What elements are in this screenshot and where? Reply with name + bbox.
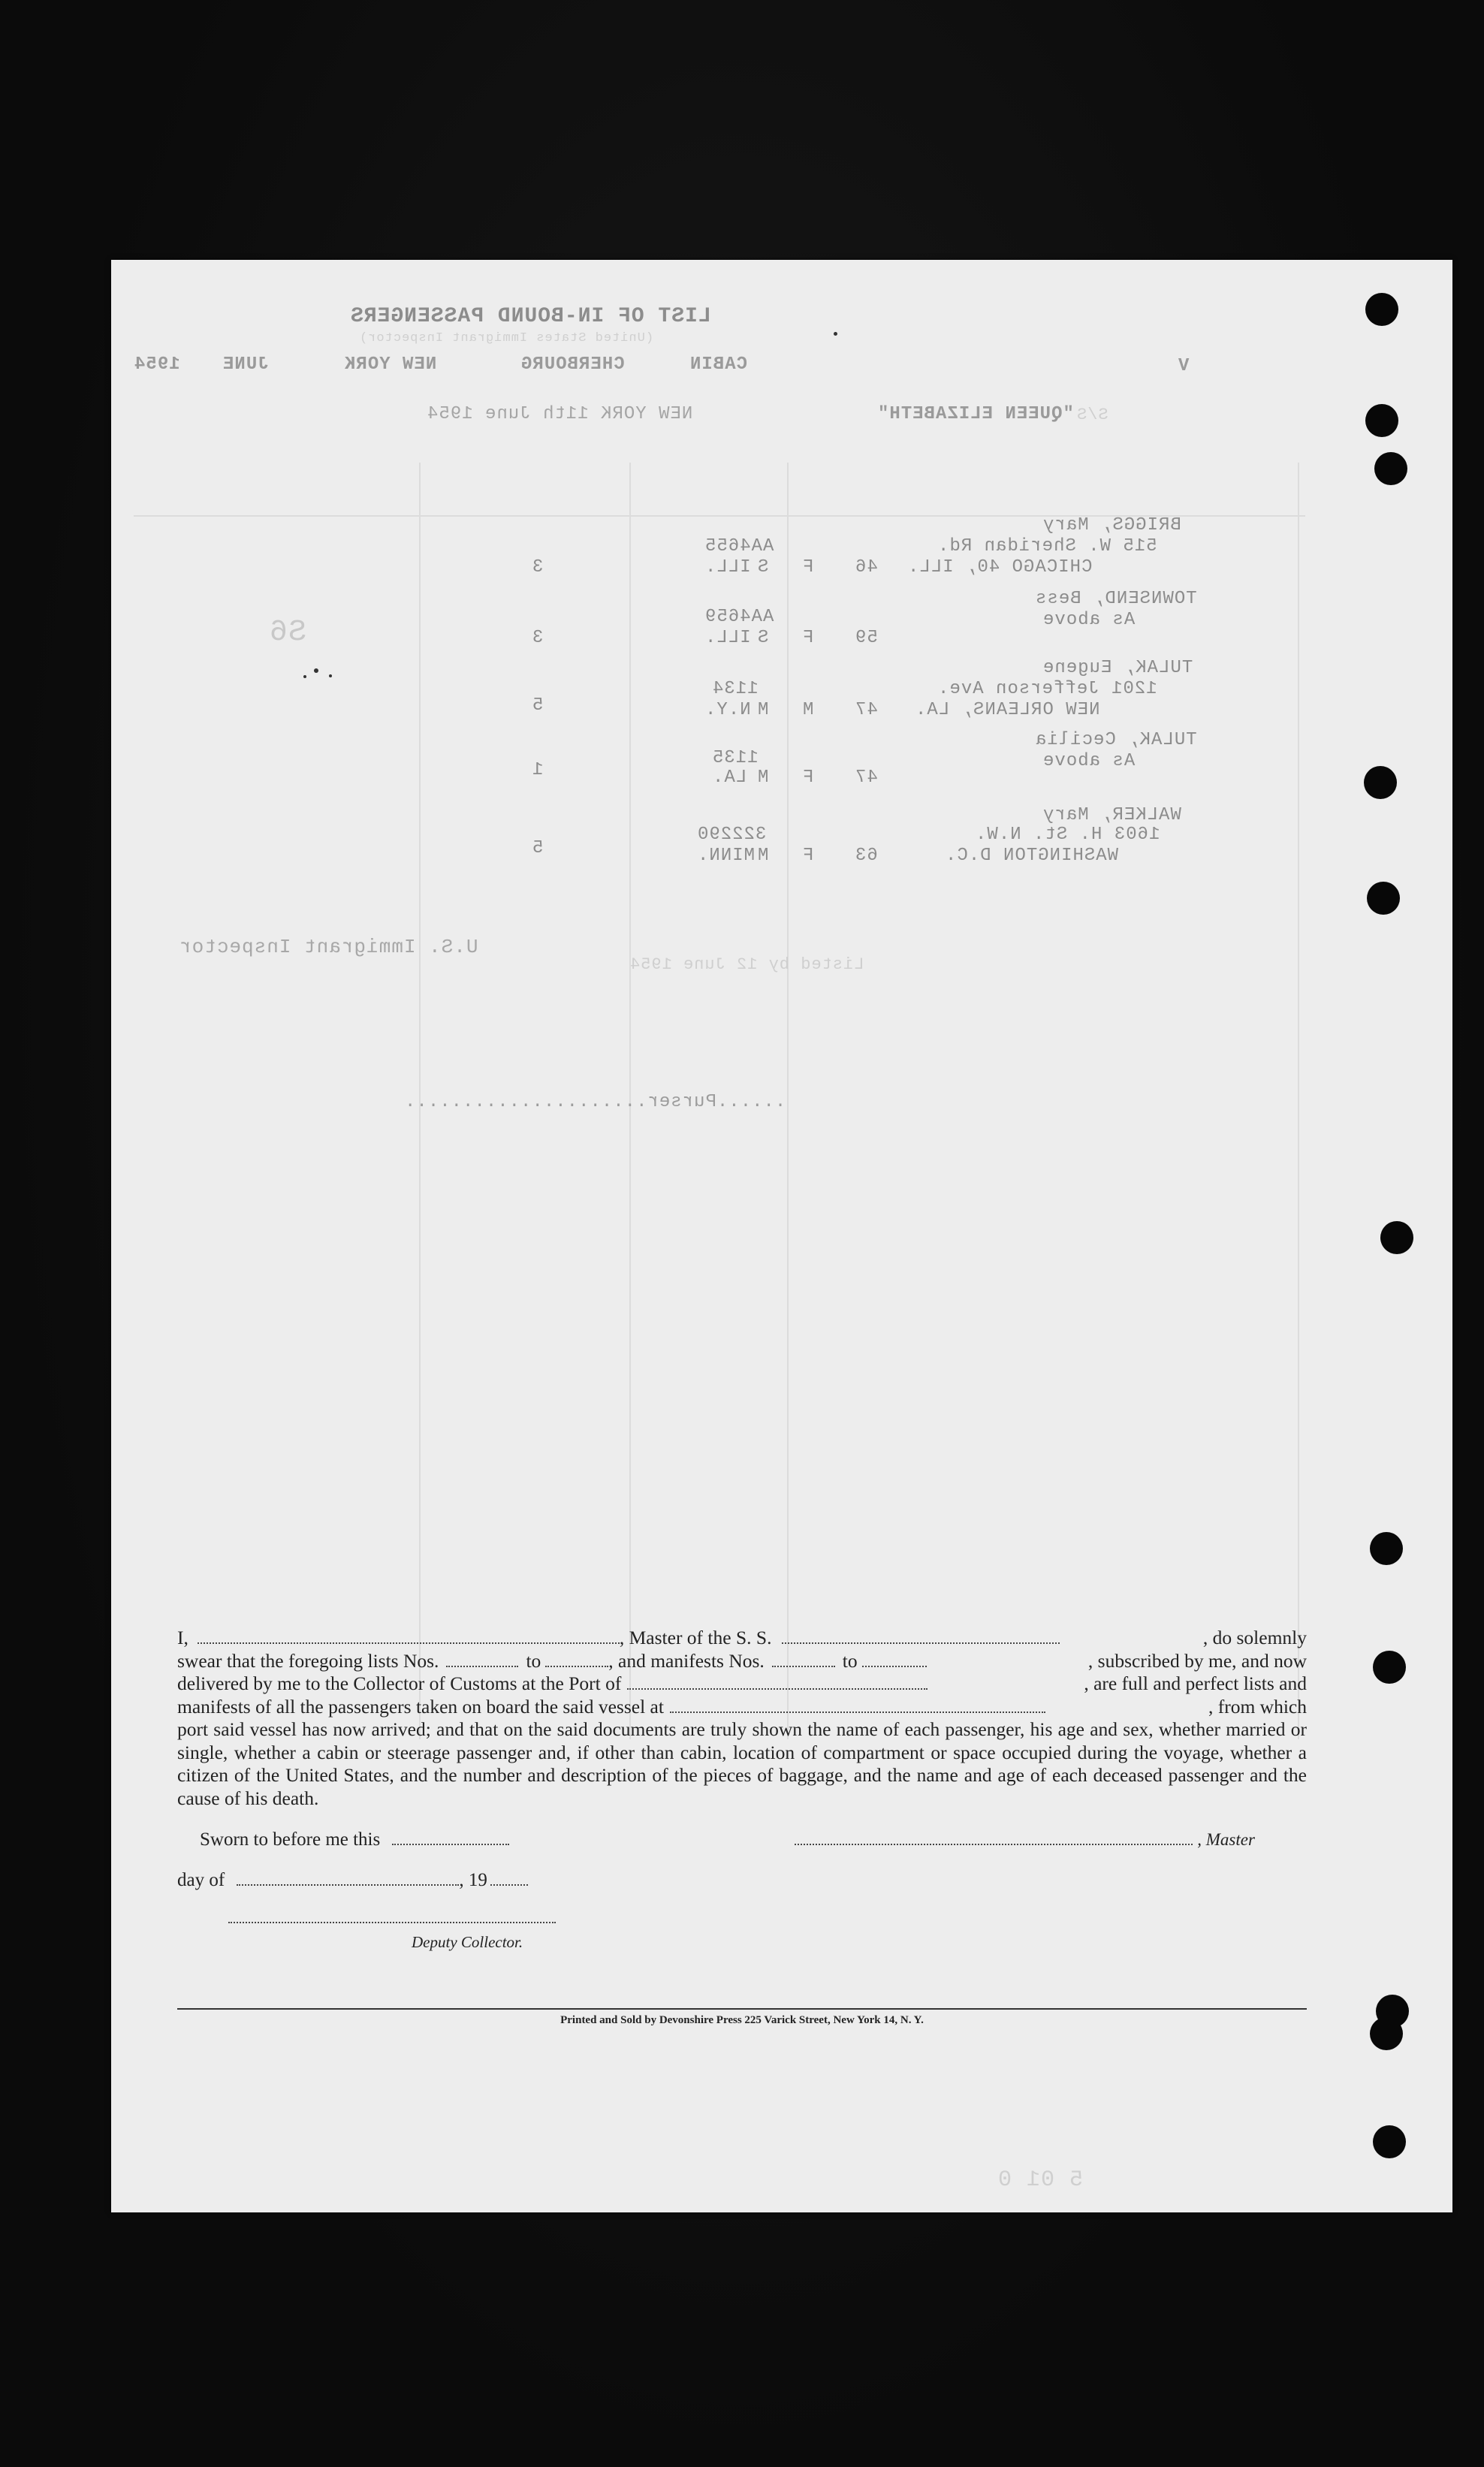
bleed-header-sub: (United States Immigrant Inspector) (359, 331, 654, 345)
bleed-row-name: TULAK, Cecilia (1035, 730, 1197, 750)
bleed-arrival: NEW YORK 11th June 1954 (427, 404, 693, 424)
master-signature-blank (795, 1843, 1193, 1845)
bleed-class: CABIN (689, 354, 748, 375)
bleed-column-rule (787, 463, 789, 1739)
oath-line-3 (177, 1672, 1307, 1696)
bleed-row-sex: F (802, 846, 814, 866)
oath-lists-nos: swear that the foregoing lists Nos. (177, 1649, 439, 1672)
oath-to-2: to (842, 1649, 858, 1672)
oath-from-which: , from which (1208, 1695, 1307, 1718)
bleed-row-num: 5 (532, 838, 544, 858)
sworn-label: Sworn to before me this (200, 1829, 381, 1850)
bleed-row-ms: M (757, 846, 769, 866)
bleed-row-state: ILL. (704, 557, 751, 578)
bleed-row-state: LA. (712, 768, 747, 788)
bleed-row-name: BRIGGS, Mary (1042, 515, 1181, 535)
punch-hole (1374, 452, 1407, 485)
oath-line-1 (177, 1627, 1307, 1650)
oath-taken-on-board: manifests of all the passengers taken on board the said vessel at (177, 1695, 664, 1718)
bleed-row-state: N.Y. (704, 700, 751, 720)
printer-imprint: Printed and Sold by Devonshire Press 225 Varick Street, New York 14, N. Y. (560, 2014, 924, 2026)
ink-speck (303, 675, 306, 678)
embark-port-blank (670, 1711, 1045, 1713)
oath-line-2 (177, 1650, 1307, 1673)
oath-subscribed: , subscribed by me, and now (1087, 1649, 1307, 1672)
bleed-page-no: V (1178, 356, 1190, 376)
punch-hole (1373, 1651, 1406, 1684)
bleed-row-ref: AA4659 (704, 607, 774, 627)
bleed-listed-by: Listed by 12 June 1954 (629, 955, 864, 974)
list-to-blank (545, 1665, 608, 1667)
ink-speck (834, 332, 837, 336)
bleed-vessel-prefix: S/S (1076, 406, 1108, 424)
deputy-signature-blank (228, 1921, 556, 1923)
list-from-blank (446, 1665, 518, 1667)
punch-hole (1365, 293, 1398, 326)
bleed-vessel: "QUEEN ELIZABETH" (877, 404, 1074, 424)
bleed-row-addr2: CHICAGO 40, ILL. (907, 557, 1093, 578)
bleed-row-sex: M (802, 700, 814, 720)
oath-body: port said vessel has now arrived; and that on the said documents are truly shown the name of each passenger, his age and sex, whether married or single, whether a cabin or steerage passenger and, if other than cabin, location of compartment or space occupied during the voyage, whether a citizen of the United States, and the number and description of the pieces of baggage, and the name and age of each deceased passenger and the cause of his death. (177, 1718, 1307, 1809)
deputy-signature-row (228, 1908, 556, 1929)
bleed-row-age: 46 (855, 557, 878, 578)
bleed-row-ms: M (757, 768, 769, 788)
bleed-port-b: NEW YORK (344, 354, 437, 375)
bleed-row-num: 3 (532, 557, 544, 578)
punch-hole (1380, 1221, 1413, 1254)
bleed-row-addr2: WASHINGTON D.C. (945, 846, 1119, 866)
year-blank (490, 1883, 528, 1886)
bleed-row-age: 59 (855, 628, 878, 648)
punch-hole (1370, 1532, 1403, 1565)
oath-collector: delivered by me to the Collector of Customs at the Port of (177, 1672, 622, 1694)
bleed-year: 1954 (134, 354, 180, 375)
bleed-row-addr1: 1201 Jefferson Ave. (937, 679, 1157, 699)
master-label: , Master (1197, 1830, 1255, 1849)
bleed-purser: ......Purser..................... (404, 1092, 786, 1112)
bleed-port-a: CHERBOURG (520, 354, 625, 375)
master-signature-row (795, 1829, 1255, 1850)
bleed-mark: S6 (269, 616, 307, 650)
bleed-row-name: WALKER, Mary (1042, 805, 1181, 825)
year-prefix: , 19 (459, 1870, 487, 1890)
bleed-row-num: 3 (532, 628, 544, 648)
bleed-row-name: TOWNSEND, Bess (1035, 589, 1197, 609)
bleed-row-addr1: 515 W. Sheridan Rd. (937, 536, 1157, 556)
bleed-row-age: 47 (855, 700, 878, 720)
bleed-row-age: 47 (855, 768, 878, 788)
bleed-row-sex: F (802, 557, 814, 578)
punch-hole (1367, 882, 1400, 915)
bleed-row-ms: S (757, 557, 769, 578)
master-name-blank (198, 1642, 620, 1644)
bleed-row-addr1: As above (1042, 610, 1136, 630)
master-oath (177, 1627, 1307, 1810)
bleed-row-ref: 322290 (697, 825, 767, 845)
oath-i: I, (177, 1627, 189, 1648)
bleed-row-ms: M (757, 700, 769, 720)
bleed-row-num: 5 (532, 695, 544, 716)
manifest-to-blank (862, 1665, 927, 1667)
bleed-row-state: ILL. (704, 628, 751, 648)
bleed-row-addr1: 1603 H. St. N.W. (975, 825, 1160, 845)
sworn-date-blank (392, 1843, 509, 1845)
punch-hole (1373, 2125, 1406, 2158)
ink-speck (329, 674, 332, 677)
bleed-inspector: U.S. Immigrant Inspector (179, 936, 478, 958)
oath-to-1: to (526, 1649, 541, 1672)
oath-solemnly: , do solemnly (1202, 1627, 1307, 1648)
bleed-row-ref: 1134 (712, 679, 759, 699)
bleed-column-rule (1298, 463, 1299, 1739)
bleed-header-title: LIST OF IN-BOUND PASSENGERS (350, 305, 711, 328)
day-of-label: day of (177, 1870, 225, 1890)
bleed-row-sex: F (802, 768, 814, 788)
punch-hole (1365, 404, 1398, 437)
punch-hole (1364, 766, 1397, 799)
oath-manifests-nos: , and manifests Nos. (608, 1649, 765, 1672)
bleed-bottom-mark: 5 01 0 (997, 2167, 1084, 2193)
manifest-from-blank (772, 1665, 835, 1667)
bleed-row-ms: S (757, 628, 769, 648)
bleed-date-a: JUNE (222, 354, 269, 375)
bleed-row-state: MINN. (697, 846, 756, 866)
oath-line-4 (177, 1696, 1307, 1719)
bleed-row-age: 63 (855, 846, 878, 866)
bleed-row-addr2: NEW ORLEANS, LA. (915, 700, 1100, 720)
bleed-row-sex: F (802, 628, 814, 648)
day-of-blank (237, 1883, 459, 1886)
port-blank (627, 1687, 928, 1690)
sworn-row (200, 1829, 509, 1850)
vessel-name-blank (782, 1642, 1060, 1644)
bleed-row-ref: AA4655 (704, 536, 774, 556)
punch-hole (1370, 2017, 1403, 2050)
footer-rule (177, 2008, 1307, 2010)
bleed-row-num: 1 (532, 760, 544, 780)
bleed-row-addr1: As above (1042, 751, 1136, 771)
ink-speck (314, 668, 318, 673)
oath-master-of: , Master of the S. S. (619, 1627, 772, 1648)
day-of-row (177, 1870, 528, 1891)
bleed-row-ref: 1135 (712, 748, 759, 768)
bleed-row-name: TULAK, Eugene (1042, 658, 1193, 678)
oath-full-perfect: , are full and perfect lists and (1084, 1672, 1307, 1694)
deputy-collector-label: Deputy Collector. (412, 1933, 523, 1951)
